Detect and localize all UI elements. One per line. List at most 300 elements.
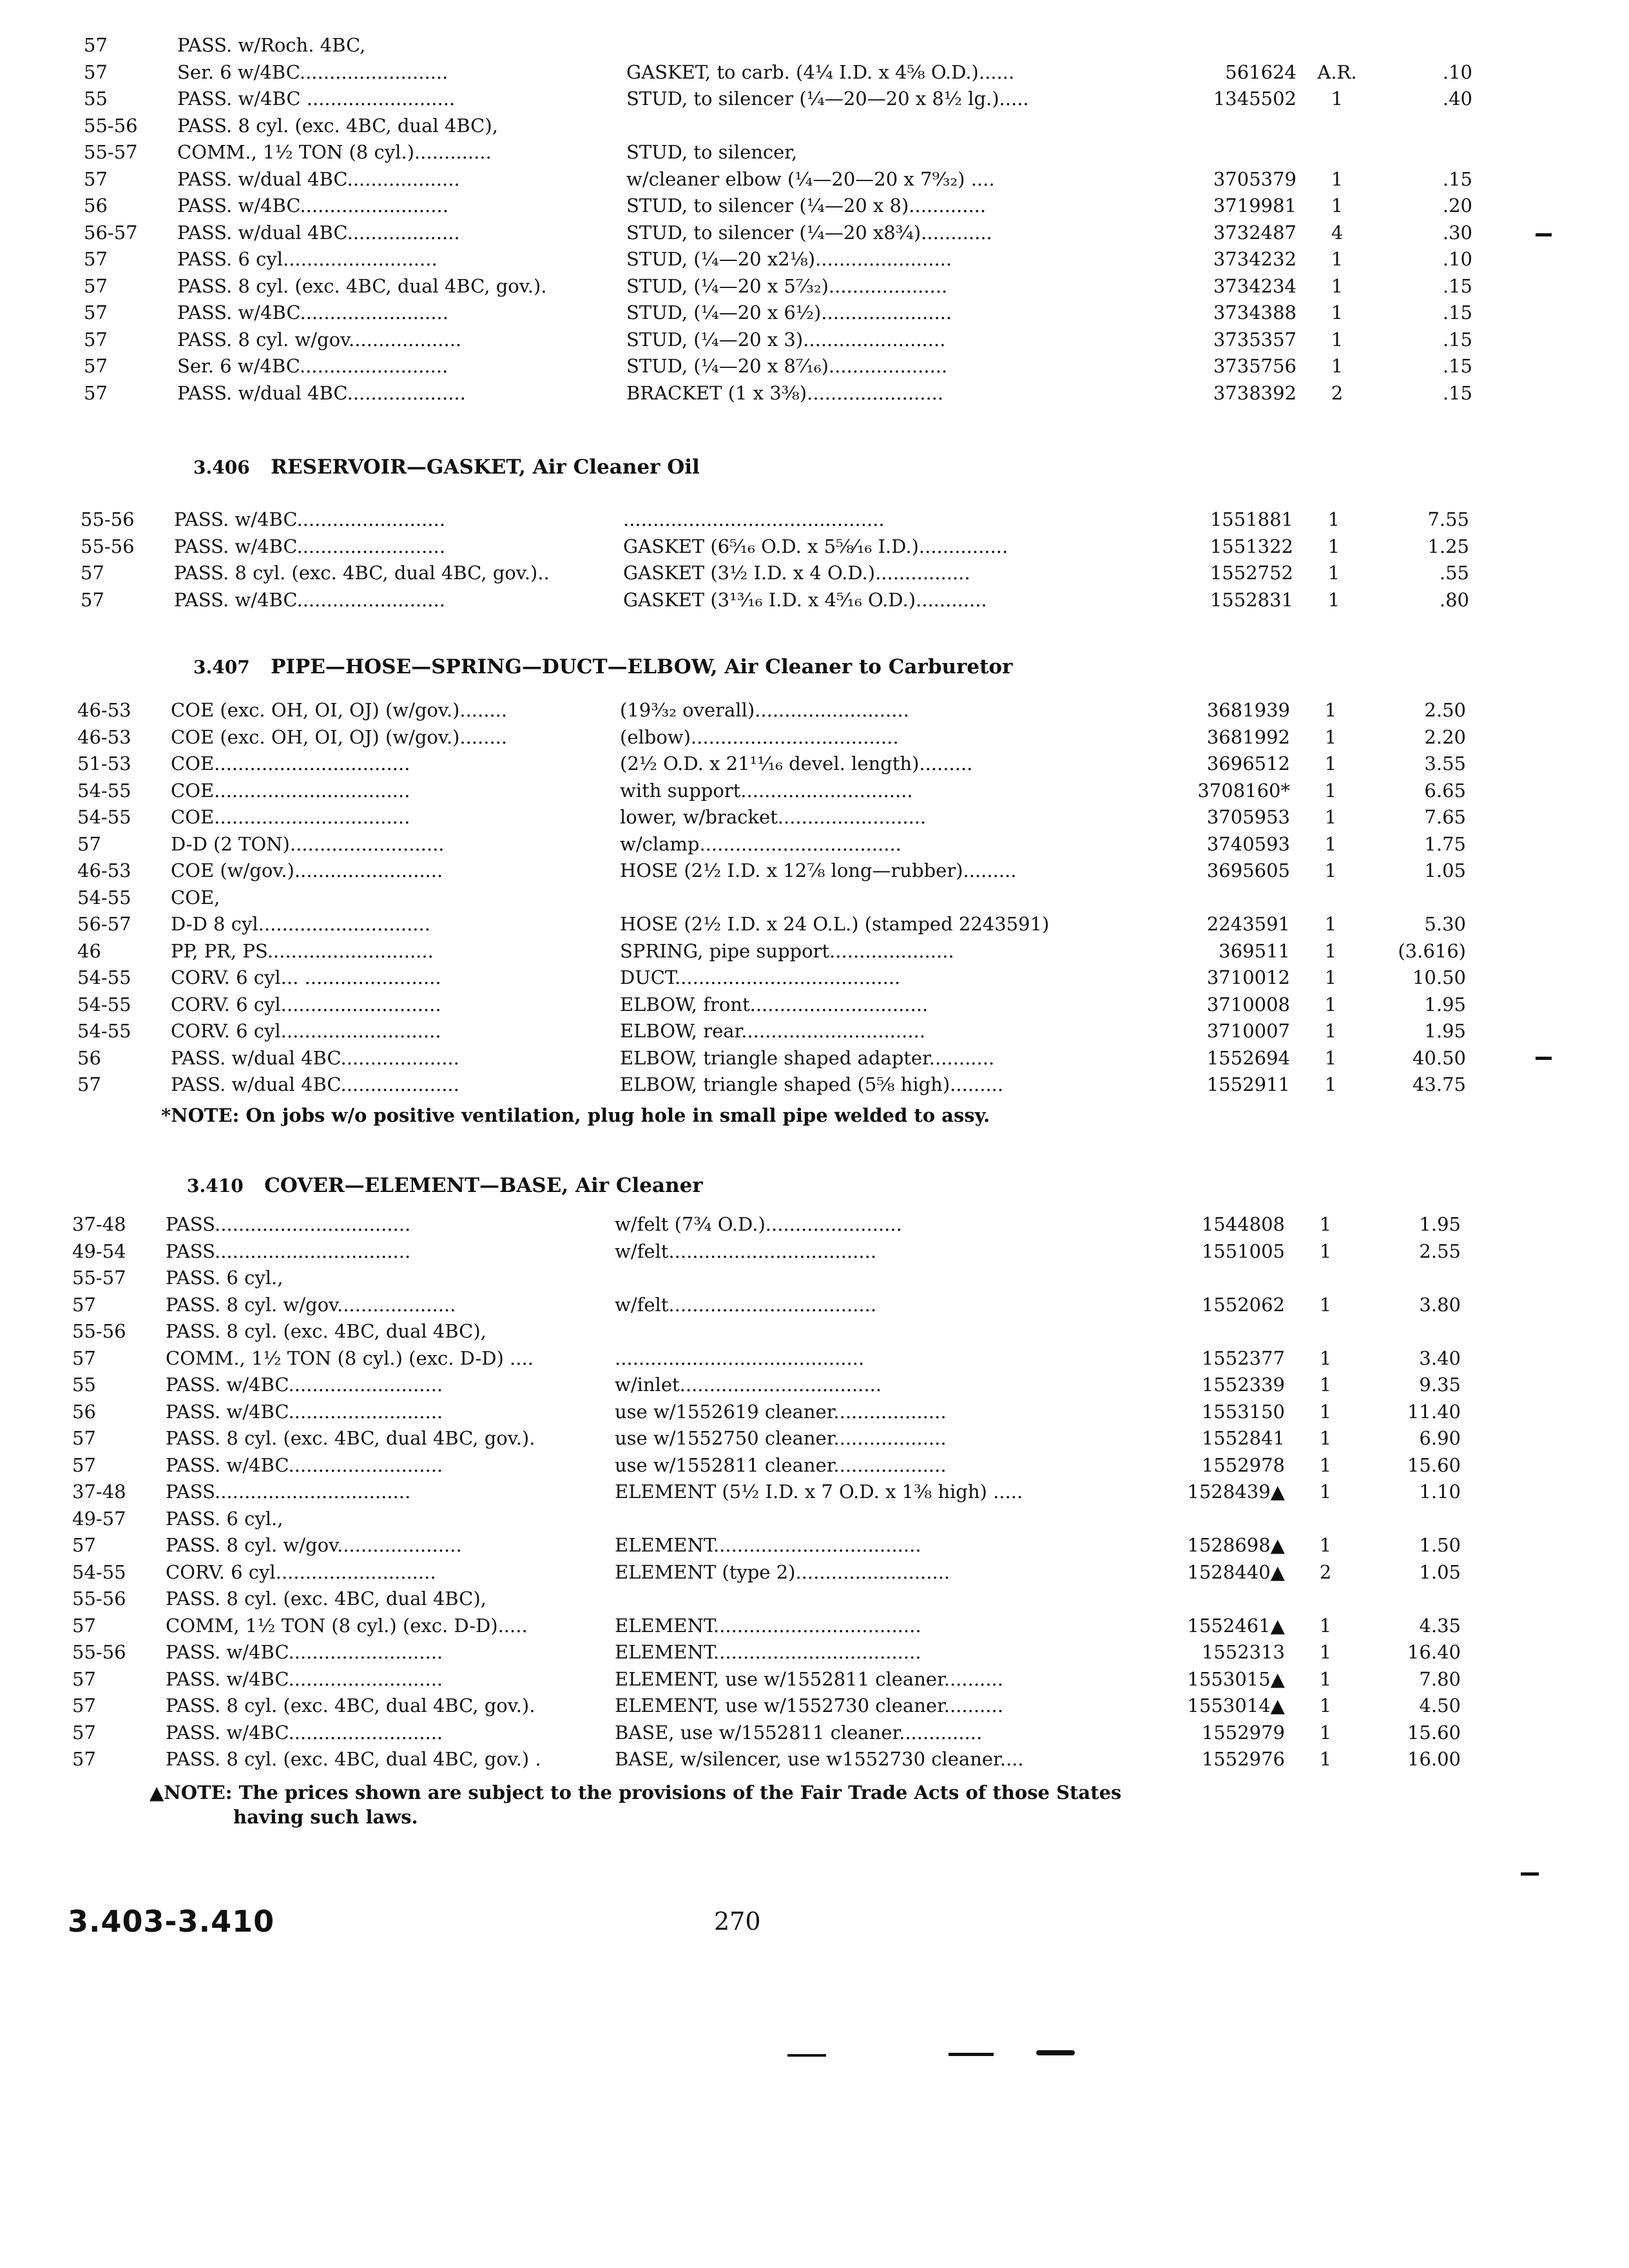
part-number-cell: 1551322 <box>1210 535 1293 557</box>
description-cell: w/inlet.................................. <box>615 1374 882 1396</box>
table-row <box>72 1504 1554 1533</box>
table-row <box>84 272 1566 300</box>
part-number-cell: 1552752 <box>1210 562 1293 584</box>
year-cell: 55-57 <box>84 141 138 163</box>
price-cell: .40 <box>1442 88 1472 110</box>
part-number-cell: 3735357 <box>1213 328 1296 351</box>
model-cell: COE................................. <box>171 779 410 802</box>
model-cell: COE (w/gov.)......................... <box>171 860 443 881</box>
year-cell: 55 <box>84 88 108 110</box>
quantity-cell: 1 <box>1319 1721 1332 1744</box>
quantity-cell: 1 <box>1331 302 1344 323</box>
description-cell: GASKET (3½ I.D. x 4 O.D.)................ <box>623 562 970 584</box>
description-cell: GASKET, to carb. (4¼ I.D. x 4⅝ O.D.)...... <box>626 61 1015 83</box>
model-cell: PASS. w/Roch. 4BC, <box>177 34 366 56</box>
model-cell: PASS................................. <box>166 1481 411 1503</box>
year-cell: 57 <box>81 588 104 611</box>
year-cell: 57 <box>72 1614 96 1637</box>
description-cell: (19³⁄₃₂ overall).......................... <box>620 699 909 721</box>
description-cell: use w/1552811 cleaner................... <box>615 1454 947 1476</box>
table-row <box>72 1665 1554 1693</box>
description-cell: ELEMENT................................... <box>615 1534 921 1556</box>
table-row <box>72 1638 1554 1666</box>
model-cell: PASS. 8 cyl. (exc. 4BC, dual 4BC, gov.).. <box>174 562 550 584</box>
model-cell: PASS. 6 cyl.......................... <box>177 248 438 270</box>
price-cell: 6.90 <box>1419 1427 1461 1449</box>
year-cell: 54-55 <box>77 779 131 802</box>
part-number-cell: 3734232 <box>1213 248 1296 270</box>
price-cell: .15 <box>1442 168 1472 190</box>
price-cell: 5.30 <box>1424 913 1466 935</box>
table-row <box>72 1745 1554 1773</box>
price-cell: 4.35 <box>1419 1614 1461 1637</box>
description-cell: STUD, to silencer, <box>626 141 798 163</box>
price-cell: .30 <box>1442 221 1472 244</box>
quantity-cell: 1 <box>1324 1073 1337 1095</box>
year-cell: 56 <box>84 195 108 216</box>
section-heading-3406 <box>193 451 700 483</box>
quantity-cell: 1 <box>1324 966 1337 988</box>
description-cell: ELBOW, front.............................. <box>620 993 929 1015</box>
year-cell: 55-56 <box>72 1641 126 1663</box>
part-number-cell: 1552461▲ <box>1187 1614 1285 1637</box>
model-cell: PASS. 8 cyl. (exc. 4BC, dual 4BC), <box>166 1320 487 1342</box>
price-cell: 11.40 <box>1407 1400 1461 1423</box>
part-number-cell: 3735756 <box>1213 355 1296 377</box>
quantity-cell: 1 <box>1327 508 1340 530</box>
price-cell: .15 <box>1442 328 1472 351</box>
model-cell: COMM, 1½ TON (8 cyl.) (exc. D-D)..... <box>166 1614 528 1637</box>
description-cell: ELEMENT (5½ I.D. x 7 O.D. x 1⅜ high) ..... <box>615 1481 1023 1503</box>
table-row <box>84 58 1566 86</box>
quantity-cell: 1 <box>1319 1427 1332 1449</box>
year-cell: 55-56 <box>72 1320 126 1342</box>
price-cell: 15.60 <box>1407 1454 1461 1476</box>
description-cell: ELBOW, rear............................... <box>620 1020 925 1042</box>
description-cell: with support............................. <box>620 779 913 802</box>
model-cell: PP, PR, PS............................ <box>171 939 434 962</box>
price-cell: 3.55 <box>1424 753 1466 774</box>
model-cell: PASS. w/4BC.......................... <box>166 1454 443 1476</box>
model-cell: PASS. 6 cyl., <box>166 1267 284 1289</box>
table-row <box>72 1210 1554 1238</box>
model-cell: COE................................. <box>171 753 410 774</box>
description-cell: ELEMENT, use w/1552730 cleaner.......... <box>615 1695 1003 1716</box>
quantity-cell: 1 <box>1324 939 1337 962</box>
quantity-cell: 1 <box>1331 168 1344 190</box>
part-number-cell: 1552831 <box>1210 588 1293 611</box>
model-cell: PASS. 8 cyl. (exc. 4BC, dual 4BC, gov.). <box>177 274 547 297</box>
model-cell: Ser. 6 w/4BC......................... <box>177 61 448 83</box>
quantity-cell: 1 <box>1331 195 1344 216</box>
price-cell: 4.50 <box>1419 1695 1461 1716</box>
table-row <box>72 1451 1554 1479</box>
price-cell: 15.60 <box>1407 1721 1461 1744</box>
price-cell: 7.80 <box>1419 1667 1461 1690</box>
part-number-cell: 561624 <box>1225 61 1296 83</box>
quantity-cell: 1 <box>1331 355 1344 377</box>
price-cell: 1.25 <box>1427 535 1469 557</box>
price-cell: .15 <box>1442 381 1472 404</box>
table-row <box>84 191 1566 220</box>
description-cell: BASE, w/silencer, use w1552730 cleaner.... <box>615 1748 1024 1770</box>
price-cell: 2.55 <box>1419 1240 1461 1262</box>
quantity-cell: 1 <box>1319 1400 1332 1423</box>
year-cell: 57 <box>84 61 108 83</box>
model-cell: PASS. w/dual 4BC.................... <box>171 1073 459 1095</box>
part-number-cell: 2243591 <box>1206 913 1290 935</box>
model-cell: PASS. w/4BC......................... <box>177 195 448 216</box>
quantity-cell: 1 <box>1319 1748 1332 1770</box>
table-row <box>84 111 1566 140</box>
quantity-cell: 1 <box>1324 913 1337 935</box>
year-cell: 54-55 <box>77 993 131 1015</box>
price-cell: 1.95 <box>1424 993 1466 1015</box>
year-cell: 57 <box>72 1427 96 1449</box>
model-cell: PASS. 8 cyl. w/gov................... <box>177 328 462 351</box>
table-row <box>84 325 1566 354</box>
part-number-cell: 3681939 <box>1206 699 1290 721</box>
year-cell: 37-48 <box>72 1481 126 1503</box>
model-cell: PASS. w/4BC......................... <box>174 535 445 557</box>
table-row <box>84 31 1566 59</box>
model-cell: PASS. 8 cyl. (exc. 4BC, dual 4BC, gov.). <box>166 1427 535 1449</box>
description-cell: (2½ O.D. x 21¹¹⁄₁₆ devel. length)......... <box>620 753 973 774</box>
model-cell: COMM., 1½ TON (8 cyl.) (exc. D-D) .... <box>166 1347 534 1369</box>
section-title: RESERVOIR—GASKET, Air Cleaner Oil <box>271 456 700 479</box>
description-cell: w/clamp.................................. <box>620 832 901 855</box>
table-row <box>72 1584 1554 1613</box>
quantity-cell: 1 <box>1324 860 1337 881</box>
section-heading-3410 <box>187 1169 703 1202</box>
price-cell: .15 <box>1442 355 1472 377</box>
year-cell: 57 <box>84 168 108 190</box>
description-cell: w/cleaner elbow (¼—20—20 x 7⁹⁄₃₂) .... <box>626 168 995 190</box>
model-cell: PASS. w/4BC.......................... <box>166 1641 443 1663</box>
section-title: PIPE—HOSE—SPRING—DUCT—ELBOW, Air Cleaner to Carburetor <box>271 655 1013 678</box>
quantity-cell: 1 <box>1324 779 1337 802</box>
year-cell: 57 <box>77 1073 101 1095</box>
part-number-cell: 1552694 <box>1206 1046 1290 1069</box>
description-cell: STUD, to silencer (¼—20 x 8)............. <box>626 195 987 216</box>
year-cell: 57 <box>81 562 104 584</box>
part-number-cell: 1551005 <box>1201 1240 1285 1262</box>
model-cell: PASS. w/4BC.......................... <box>166 1721 443 1744</box>
quantity-cell: 1 <box>1319 1667 1332 1690</box>
part-number-cell: 3710012 <box>1206 966 1290 988</box>
quantity-cell: 1 <box>1327 588 1340 611</box>
quantity-cell: 4 <box>1331 221 1344 244</box>
quantity-cell: 1 <box>1324 753 1337 774</box>
margin-mark <box>1521 1872 1539 1876</box>
model-cell: Ser. 6 w/4BC......................... <box>177 355 448 377</box>
table-row <box>84 84 1566 113</box>
table-row <box>77 723 1559 751</box>
table-row <box>81 559 1563 587</box>
part-number-cell: 3705953 <box>1206 806 1290 828</box>
model-cell: PASS. 8 cyl. (exc. 4BC, dual 4BC), <box>166 1588 487 1610</box>
table-row <box>77 937 1559 965</box>
quantity-cell: 1 <box>1324 1046 1337 1069</box>
table-row <box>84 218 1566 247</box>
year-cell: 54-55 <box>77 966 131 988</box>
bottom-mark <box>787 2054 826 2057</box>
price-cell: 1.10 <box>1419 1481 1461 1503</box>
price-cell: 1.95 <box>1419 1213 1461 1235</box>
model-cell: COE (exc. OH, OI, OJ) (w/gov.)........ <box>171 699 508 721</box>
quantity-cell: 1 <box>1324 806 1337 828</box>
price-cell: .15 <box>1442 302 1472 323</box>
year-cell: 57 <box>72 1347 96 1369</box>
description-cell: STUD, (¼—20 x2⅛)....................... <box>626 248 952 270</box>
year-cell: 49-54 <box>72 1240 126 1262</box>
quantity-cell: 1 <box>1319 1213 1332 1235</box>
model-cell: PASS. w/4BC ......................... <box>177 88 456 110</box>
description-cell: w/felt................................... <box>615 1293 877 1316</box>
model-cell: PASS. w/4BC.......................... <box>166 1374 443 1396</box>
price-cell: 3.40 <box>1419 1347 1461 1369</box>
quantity-cell: 1 <box>1319 1240 1332 1262</box>
description-cell: .......................................... <box>615 1347 865 1369</box>
section-title: COVER—ELEMENT—BASE, Air Cleaner <box>264 1174 703 1197</box>
model-cell: COE, <box>171 886 220 908</box>
part-number-cell: 1553014▲ <box>1187 1695 1285 1716</box>
part-number-cell: 3738392 <box>1213 381 1296 404</box>
model-cell: D-D (2 TON).......................... <box>171 832 445 855</box>
price-cell: 16.00 <box>1407 1748 1461 1770</box>
quantity-cell: 1 <box>1331 328 1344 351</box>
table-row <box>72 1424 1554 1452</box>
table-row <box>81 532 1563 561</box>
table-row <box>77 1017 1559 1045</box>
description-cell: BASE, use w/1552811 cleaner.............. <box>615 1721 983 1744</box>
part-number-cell: 1544808 <box>1201 1213 1285 1235</box>
model-cell: PASS. 8 cyl. (exc. 4BC, dual 4BC, gov.) . <box>166 1748 541 1770</box>
table-row <box>72 1291 1554 1319</box>
bottom-mark <box>949 2053 994 2056</box>
price-cell: 1.95 <box>1424 1020 1466 1042</box>
model-cell: PASS. 8 cyl. w/gov.................... <box>166 1293 456 1316</box>
table-row <box>84 165 1566 193</box>
price-cell: .80 <box>1439 588 1469 611</box>
part-number-cell: 3681992 <box>1206 726 1290 748</box>
price-cell: 7.55 <box>1427 508 1469 530</box>
fair-trade-note: ▲NOTE: The prices shown are subject to the provisions of the Fair Trade Acts of those States <box>149 1782 1122 1803</box>
table-row <box>84 379 1566 407</box>
section-note: *NOTE: On jobs w/o positive ventilation, plug hole in small pipe welded to assy. <box>161 1104 990 1126</box>
price-cell: 40.50 <box>1412 1046 1466 1069</box>
description-cell: lower, w/bracket......................... <box>620 806 927 828</box>
table-row <box>77 776 1559 805</box>
description-cell: use w/1552750 cleaner................... <box>615 1427 947 1449</box>
fair-trade-note-cont: having such laws. <box>233 1806 418 1828</box>
quantity-cell: 1 <box>1324 726 1337 748</box>
year-cell: 51-53 <box>77 753 131 774</box>
part-number-cell: 1345502 <box>1213 88 1296 110</box>
table-row <box>77 696 1559 724</box>
year-cell: 57 <box>77 832 101 855</box>
year-cell: 46-53 <box>77 699 131 721</box>
model-cell: PASS. w/4BC......................... <box>174 588 445 611</box>
year-cell: 57 <box>72 1695 96 1716</box>
part-number-cell: 3734234 <box>1213 274 1296 297</box>
table-row <box>77 990 1559 1019</box>
part-number-cell: 1528698▲ <box>1187 1534 1285 1556</box>
part-number-cell: 3732487 <box>1213 221 1296 244</box>
year-cell: 55-56 <box>81 535 135 557</box>
model-cell: CORV. 6 cyl... ....................... <box>171 966 441 988</box>
model-cell: COE................................. <box>171 806 410 828</box>
quantity-cell: 1 <box>1319 1534 1332 1556</box>
description-cell: STUD, (¼—20 x 5⁷⁄₃₂).................... <box>626 274 948 297</box>
quantity-cell: 1 <box>1319 1347 1332 1369</box>
part-number-cell: 369511 <box>1219 939 1290 962</box>
model-cell: PASS. w/4BC.......................... <box>166 1400 443 1423</box>
table-row <box>72 1344 1554 1372</box>
model-cell: CORV. 6 cyl........................... <box>171 993 441 1015</box>
price-cell: (3.616) <box>1398 939 1466 962</box>
model-cell: D-D 8 cyl............................. <box>171 913 430 935</box>
part-number-cell: 1552062 <box>1201 1293 1285 1316</box>
price-cell: 3.80 <box>1419 1293 1461 1316</box>
year-cell: 57 <box>84 355 108 377</box>
description-cell: STUD, (¼—20 x 6½)...................... <box>626 302 952 323</box>
year-cell: 57 <box>84 34 108 56</box>
price-cell: 16.40 <box>1407 1641 1461 1663</box>
part-number-cell: 3710008 <box>1206 993 1290 1015</box>
table-row <box>72 1718 1554 1747</box>
year-cell: 56-57 <box>84 221 138 244</box>
section-number: 3.410 <box>187 1175 244 1196</box>
price-cell: 7.65 <box>1424 806 1466 828</box>
model-cell: PASS. w/4BC......................... <box>174 508 445 530</box>
model-cell: COMM., 1½ TON (8 cyl.)............. <box>177 141 492 163</box>
year-cell: 57 <box>72 1667 96 1690</box>
price-cell: 2.20 <box>1424 726 1466 748</box>
description-cell: GASKET (3¹³⁄₁₆ I.D. x 4⁵⁄₁₆ O.D.)............ <box>623 588 987 611</box>
year-cell: 46-53 <box>77 726 131 748</box>
table-row <box>72 1558 1554 1586</box>
section-heading-3407 <box>193 651 1012 683</box>
quantity-cell: A.R. <box>1317 61 1357 83</box>
year-cell: 55 <box>72 1374 96 1396</box>
year-cell: 56-57 <box>77 913 131 935</box>
quantity-cell: 1 <box>1319 1641 1332 1663</box>
model-cell: PASS. w/dual 4BC.................... <box>171 1046 459 1069</box>
quantity-cell: 1 <box>1331 248 1344 270</box>
quantity-cell: 1 <box>1319 1481 1332 1503</box>
price-cell: .15 <box>1442 274 1472 297</box>
quantity-cell: 1 <box>1324 1020 1337 1042</box>
table-row <box>77 963 1559 992</box>
price-cell: 43.75 <box>1412 1073 1466 1095</box>
quantity-cell: 1 <box>1331 88 1344 110</box>
part-number-cell: 3734388 <box>1213 302 1296 323</box>
section-range: 3.403-3.410 <box>68 1904 275 1939</box>
part-number-cell: 1552339 <box>1201 1374 1285 1396</box>
description-cell: ELBOW, triangle shaped adapter........... <box>620 1046 995 1069</box>
price-cell: 6.65 <box>1424 779 1466 802</box>
table-row <box>84 352 1566 380</box>
description-cell: SPRING, pipe support..................... <box>620 939 954 962</box>
year-cell: 57 <box>84 274 108 297</box>
year-cell: 46-53 <box>77 860 131 881</box>
quantity-cell: 1 <box>1327 535 1340 557</box>
price-cell: 2.50 <box>1424 699 1466 721</box>
price-cell: .10 <box>1442 248 1472 270</box>
price-cell: .20 <box>1442 195 1472 216</box>
year-cell: 56 <box>77 1046 101 1069</box>
model-cell: PASS. 8 cyl. w/gov..................... <box>166 1534 462 1556</box>
price-cell: .55 <box>1439 562 1469 584</box>
part-number-cell: 1552978 <box>1201 1454 1285 1476</box>
part-number-cell: 3695605 <box>1206 860 1290 881</box>
description-cell: ELEMENT................................... <box>615 1614 921 1637</box>
part-number-cell: 1552979 <box>1201 1721 1285 1744</box>
price-cell: 1.05 <box>1424 860 1466 881</box>
model-cell: PASS. w/dual 4BC................... <box>177 168 460 190</box>
description-cell: STUD, (¼—20 x 8⁷⁄₁₆).................... <box>626 355 948 377</box>
model-cell: COE (exc. OH, OI, OJ) (w/gov.)........ <box>171 726 508 748</box>
model-cell: PASS. w/dual 4BC................... <box>177 221 460 244</box>
year-cell: 55-56 <box>81 508 135 530</box>
description-cell: ELEMENT................................... <box>615 1641 921 1663</box>
year-cell: 54-55 <box>77 1020 131 1042</box>
description-cell: STUD, to silencer (¼—20—20 x 8½ lg.)..... <box>626 88 1029 110</box>
table-row <box>77 1044 1559 1072</box>
description-cell: (elbow)................................... <box>620 726 899 748</box>
description-cell: HOSE (2½ I.D. x 12⅞ long—rubber)......... <box>620 860 1017 881</box>
price-cell: 1.75 <box>1424 832 1466 855</box>
part-number-cell: 1552911 <box>1206 1073 1290 1095</box>
model-cell: PASS. w/4BC.......................... <box>166 1667 443 1690</box>
year-cell: 57 <box>72 1721 96 1744</box>
year-cell: 57 <box>72 1534 96 1556</box>
model-cell: PASS................................. <box>166 1213 411 1235</box>
quantity-cell: 1 <box>1319 1695 1332 1716</box>
page-number: 270 <box>714 1907 761 1936</box>
quantity-cell: 1 <box>1319 1614 1332 1637</box>
description-cell: ELEMENT (type 2).......................... <box>615 1561 950 1583</box>
description-cell: BRACKET (1 x 3⅜)....................... <box>626 381 944 404</box>
quantity-cell: 1 <box>1327 562 1340 584</box>
part-number-cell: 1528440▲ <box>1187 1561 1285 1583</box>
description-cell: use w/1552619 cleaner................... <box>615 1400 947 1423</box>
table-row <box>84 245 1566 273</box>
description-cell: DUCT...................................... <box>620 966 901 988</box>
part-number-cell: 1551881 <box>1210 508 1293 530</box>
part-number-cell: 3710007 <box>1206 1020 1290 1042</box>
model-cell: CORV. 6 cyl........................... <box>171 1020 441 1042</box>
year-cell: 57 <box>72 1748 96 1770</box>
part-number-cell: 1553150 <box>1201 1400 1285 1423</box>
part-number-cell: 1553015▲ <box>1187 1667 1285 1690</box>
table-row <box>81 586 1563 614</box>
table-row <box>77 1070 1559 1099</box>
table-row <box>77 910 1559 938</box>
description-cell: HOSE (2½ I.D. x 24 O.L.) (stamped 2243591) <box>620 913 1050 935</box>
table-row <box>72 1477 1554 1506</box>
quantity-cell: 1 <box>1319 1293 1332 1316</box>
price-cell: 1.05 <box>1419 1561 1461 1583</box>
table-row <box>77 749 1559 778</box>
description-cell: w/felt (7¾ O.D.)....................... <box>615 1213 902 1235</box>
part-number-cell: 3708160* <box>1197 779 1290 802</box>
table-row <box>77 856 1559 885</box>
part-number-cell: 3719981 <box>1213 195 1296 216</box>
year-cell: 55-57 <box>72 1267 126 1289</box>
quantity-cell: 1 <box>1324 993 1337 1015</box>
